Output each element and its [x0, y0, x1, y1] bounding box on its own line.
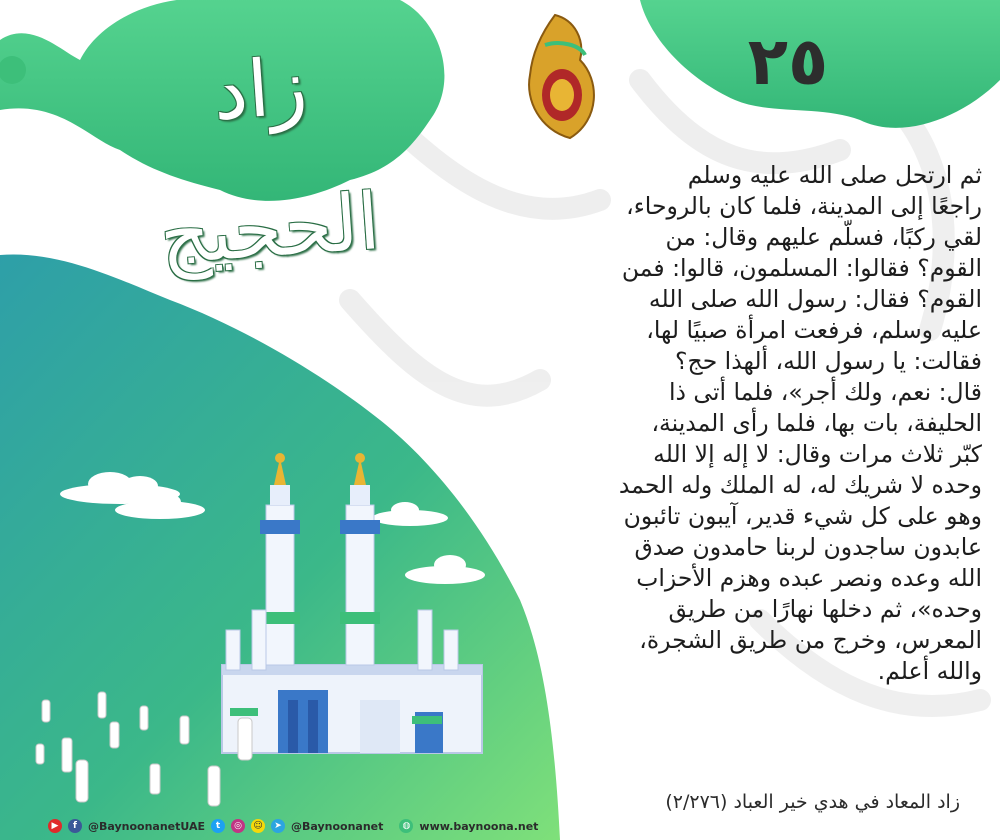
citation: زاد المعاد في هدي خير العباد (٢/٢٧٦)	[665, 791, 960, 813]
web-icon[interactable]: ◍	[399, 819, 413, 833]
page-number: ٢٥	[747, 23, 829, 100]
text-line: القوم؟ فقالوا: المسلمون، قالوا: فمن	[621, 254, 982, 282]
text-line: راجعًا إلى المدينة، فلما كان بالروحاء،	[626, 192, 982, 220]
snapchat-icon[interactable]: ☺	[251, 819, 265, 833]
handle-uae[interactable]: @BaynoonanetUAE	[88, 819, 206, 833]
text-line: فقالت: يا رسول الله، ألهذا حج؟	[675, 347, 982, 375]
website-link[interactable]: www.baynoona.net	[419, 819, 539, 833]
footer-social	[0, 812, 1000, 840]
text-line: وحده لا شريك له، له الملك وله الحمد	[618, 471, 982, 499]
emblem-logo	[529, 15, 594, 138]
text-line: وحده»، ثم دخلها نهارًا من طريق	[668, 595, 982, 623]
text-line: المعرس، وخرج من طريق الشجرة،	[639, 626, 982, 654]
text-line: الحليفة، بات بها، فلما رأى المدينة،	[651, 409, 982, 437]
text-line: عليه وسلم، فرفعت امرأة صبيًا لها،	[646, 316, 982, 344]
twitter-icon[interactable]: t	[211, 819, 225, 833]
text-line: والله أعلم.	[877, 657, 982, 685]
text-line: كبّر ثلاث مرات وقال: لا إله إلا الله	[653, 440, 982, 468]
text-line: القوم؟ فقال: رسول الله صلى الله	[648, 285, 982, 313]
text-line: الله وعده ونصر عبده وهزم الأحزاب	[636, 564, 982, 592]
telegram-icon[interactable]: ➤	[271, 819, 285, 833]
text-line: ثم ارتحل صلى الله عليه وسلم	[687, 161, 982, 189]
text-line: وهو على كل شيء قدير، آيبون تائبون	[623, 502, 982, 530]
page-title: زاد الحجيج	[156, 41, 383, 283]
instagram-icon[interactable]: ◎	[231, 819, 245, 833]
facebook-icon[interactable]: f	[68, 819, 82, 833]
text-line: قال: نعم، ولك أجر»، فلما أتى ذا	[668, 378, 982, 406]
body-text	[508, 160, 982, 800]
text-line: لقي ركبًا، فسلّم عليهم وقال: من	[665, 223, 982, 251]
youtube-icon[interactable]: ▶	[48, 819, 62, 833]
text-line: عابدون ساجدون لربنا حامدون صدق	[634, 533, 982, 561]
handle[interactable]: @Baynoonanet	[291, 819, 384, 833]
